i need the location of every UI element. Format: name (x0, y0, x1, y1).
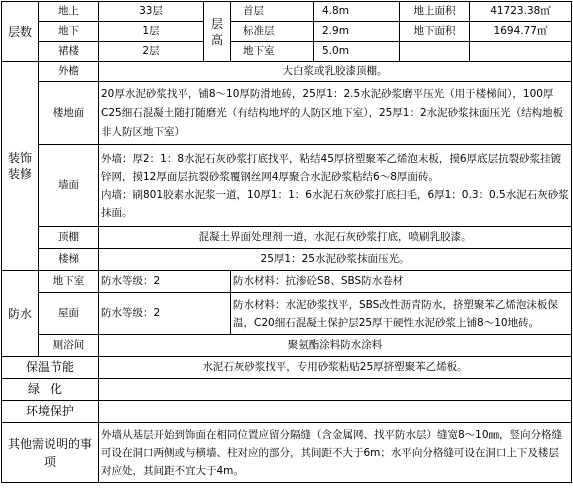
waterproof-grade: 防水等级：2 (99, 293, 231, 335)
podium-label: 裙楼 (39, 42, 99, 62)
decoration-item-name: 楼地面 (39, 82, 99, 145)
waterproof-label: 防水 (2, 271, 39, 357)
decoration-item-text: 25厚1：25水泥砂浆抹面压光。 (99, 249, 572, 271)
waterproof-item-name: 屋面 (39, 293, 99, 335)
first-floor-label: 首层 (231, 2, 314, 22)
specification-table (1, 1, 572, 483)
waterproof-grade: 防水等级：2 (99, 271, 231, 293)
basement-height-label: 地下室 (231, 42, 314, 62)
basement-height-value: 5.0m (314, 42, 400, 62)
waterproof-item-name: 地下室 (39, 271, 99, 293)
insulation-label: 保温节能 (2, 357, 99, 379)
decoration-item-text: 大白浆或乳胶漆顶棚。 (99, 62, 572, 82)
decoration-label: 装饰装修 (2, 62, 39, 271)
waterproof-row-roof (2, 293, 572, 335)
above-value: 33层 (99, 2, 204, 22)
environment-label: 环境保护 (2, 401, 99, 423)
other-row (2, 423, 572, 483)
standard-floor-label: 标准层 (231, 22, 314, 42)
waterproof-row-bathroom (2, 335, 572, 357)
decoration-item-text: 20厚水泥砂浆找平，铺8～10厚防滑地砖，25厚1：2.5水泥砂浆磨平压光（用于楼梯间），100厚C25细石混凝土随打随磨光（有结构地坪的人防区地下室），25厚1：2水泥砂浆抹面压光（结构地板非人防区地下室） (99, 82, 572, 145)
above-area-value: 41723.38㎡ (470, 2, 572, 22)
decoration-wall-text (99, 145, 572, 227)
stats-row-podium (2, 42, 572, 62)
below-area-value: 1694.77㎡ (470, 22, 572, 42)
decoration-item-name: 顶棚 (39, 227, 99, 249)
below-area-label: 地下面积 (400, 22, 470, 42)
exterior-wall-text: 外墙：厚2：1：8水泥石灰砂浆打底找平，粘结45厚挤塑聚苯乙烯泡末板，摸6厚底层抗裂砂浆挂镀锌网，摸12厚面层抗裂砂浆覆钢丝网4厚聚合水泥砂浆粘结6～8厚面砖。 (101, 152, 562, 183)
decoration-item-text: 混凝土界面处理剂一道，水泥石灰砂浆打底，喷刷乳胶漆。 (99, 227, 572, 249)
decoration-item-name: 楼梯 (39, 249, 99, 271)
above-label: 地上 (39, 2, 99, 22)
decoration-item-name: 外檐 (39, 62, 99, 82)
decoration-row-ceiling (2, 227, 572, 249)
height-label: 层高 (204, 2, 231, 62)
insulation-text: 水泥石灰砂浆找平，专用砂浆粘贴25厚挤塑聚苯乙烯板。 (99, 357, 572, 379)
greening-row (2, 379, 572, 401)
decoration-item-name: 墙面 (39, 145, 99, 227)
greening-text (99, 379, 572, 401)
environment-row (2, 401, 572, 423)
standard-floor-value: 2.9m (314, 22, 400, 42)
decoration-row-floor (2, 82, 572, 145)
decoration-row-stairs (2, 249, 572, 271)
other-text: 外墙从基层开始到饰面在相同位置应留分隔缝（含金属网、找平防水层）缝宽8～10㎜，竖向分格缝可设在洞口两侧或与横墙、柱对应的部分，其间距不大于6m；水平向分格缝可设在洞口上下及楼层对应处，其间距不宜大于4m。 (99, 423, 572, 483)
floors-label: 层数 (2, 2, 39, 62)
waterproof-material: 聚氨酯涂料防水涂料 (99, 335, 572, 357)
waterproof-row-basement (2, 271, 572, 293)
other-label: 其他需说明的事项 (2, 423, 99, 483)
waterproof-material: 防水材料：抗渗砼S8、SBS防水卷材 (231, 271, 572, 293)
interior-wall-text: 内墙：刷801胶素水泥浆一道，10厚1：1：6水泥石灰砂浆打底扫毛，6厚1：0.3：0.5水泥石灰砂浆抹面。 (101, 188, 569, 219)
stats-row-above (2, 2, 572, 22)
below-value: 1层 (99, 22, 204, 42)
empty-cell (400, 42, 470, 62)
waterproof-item-name: 厕浴间 (39, 335, 99, 357)
above-area-label: 地上面积 (400, 2, 470, 22)
podium-value: 2层 (99, 42, 204, 62)
stats-row-below (2, 22, 572, 42)
greening-label: 绿化 (2, 379, 99, 401)
decoration-row-exterior (2, 62, 572, 82)
first-floor-value: 4.8m (314, 2, 400, 22)
insulation-row (2, 357, 572, 379)
below-label: 地下 (39, 22, 99, 42)
empty-cell (470, 42, 572, 62)
waterproof-material: 防水材料：水泥砂浆找平，SBS改性沥青防水，挤塑聚苯乙烯泡沫板保温，C20细石混凝土保护层25厚干硬性水泥砂浆上铺8～10地砖。 (231, 293, 572, 335)
environment-text (99, 401, 572, 423)
decoration-row-wall (2, 145, 572, 227)
